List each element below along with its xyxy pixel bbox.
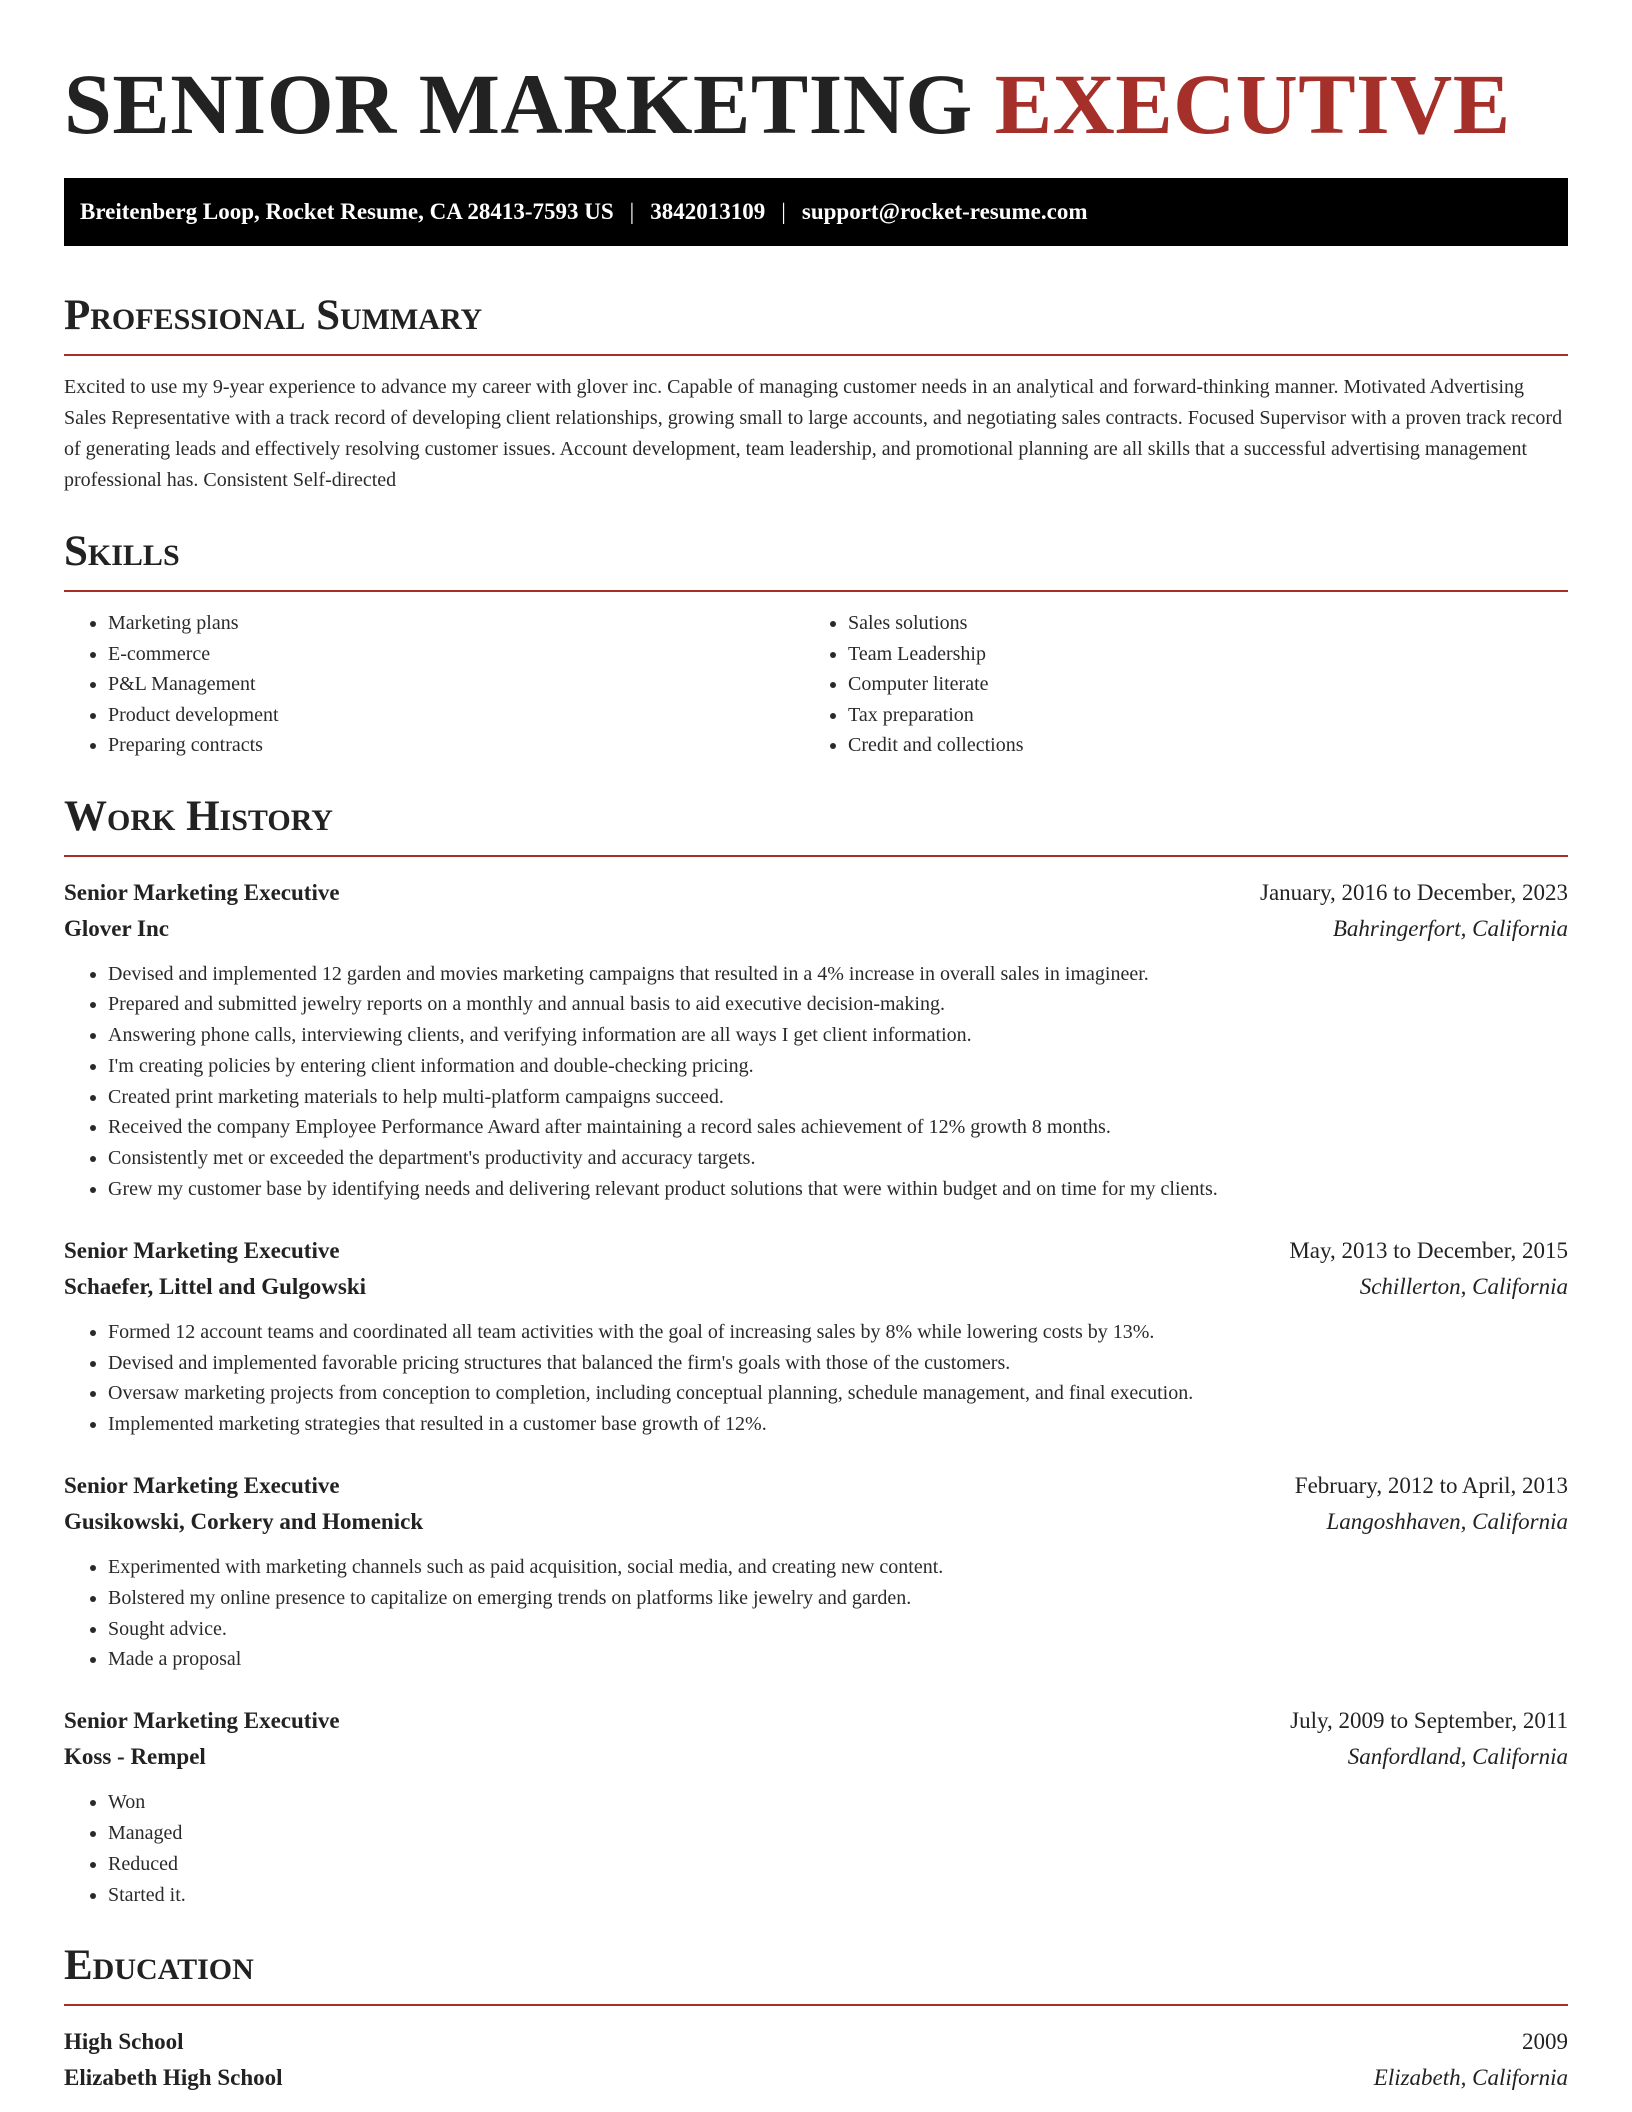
skill-item: • Sales solutions	[848, 608, 1544, 639]
job-bullets	[64, 959, 1568, 1205]
education-degree: High School	[64, 2029, 184, 2055]
summary-section	[64, 290, 1568, 496]
job-bullet: • Received the company Employee Performance Award after maintaining a record sales achievement of 12% growth 8 months.	[108, 1112, 1568, 1143]
job-company: Gusikowski, Corkery and Homenick	[64, 1509, 424, 1535]
job-header-row	[64, 1703, 1568, 1739]
summary-text: Excited to use my 9-year experience to advance my career with glover inc. Capable of managing customer needs in an analytical and forward-thinking manner. Motivated Advertising Sales Representative with a track record of developing client relationships, growing small to large accounts, and negotiating sales contracts. Focused Supervisor with a proven track record of generating leads and effectively resolving customer issues. Account development, team leadership, and promotional planning are all skills that a successful advertising management professional has. Consistent Self-directed	[64, 376, 1563, 491]
job-bullet: • Formed 12 account teams and coordinated all team activities with the goal of increasing sales by 8% while lowering costs by 13%.	[108, 1317, 1568, 1348]
skills-list-right	[804, 608, 1544, 761]
contact-address: Breitenberg Loop, Rocket Resume, CA 28413-7593 US	[80, 199, 614, 224]
section-divider	[64, 855, 1568, 857]
job-entry	[64, 1703, 1568, 1910]
job-bullet: • Experimented with marketing channels such as paid acquisition, social media, and creating new content.	[108, 1552, 1568, 1583]
job-bullets	[64, 1317, 1568, 1440]
job-title: Senior Marketing Executive	[64, 1708, 340, 1734]
skill-item: • E-commerce	[108, 639, 804, 670]
job-company: Schaefer, Littel and Gulgowski	[64, 1273, 367, 1299]
job-bullet: • Managed	[108, 1818, 1568, 1849]
skill-item: • P&L Management	[108, 669, 804, 700]
education-degree-row	[64, 2024, 1568, 2060]
skill-item: • Team Leadership	[848, 639, 1544, 670]
job-bullet: • Answering phone calls, interviewing clients, and verifying information are all ways I get client information.	[108, 1020, 1568, 1051]
job-bullet: • Started it.	[108, 1880, 1568, 1911]
name-first: SENIOR MARKETING	[64, 56, 973, 152]
job-entry	[64, 1468, 1568, 1675]
job-bullets	[64, 1787, 1568, 1910]
contact-separator: |	[781, 199, 786, 224]
job-bullet: • I'm creating policies by entering client information and double-checking pricing.	[108, 1051, 1568, 1082]
job-header-row	[64, 1468, 1568, 1504]
work-history-section	[64, 791, 1568, 1911]
skill-item: • Product development	[108, 700, 804, 731]
job-header-row	[64, 875, 1568, 911]
job-dates: February, 2012 to April, 2013	[1294, 1473, 1568, 1499]
contact-separator: |	[629, 199, 635, 224]
job-bullet: • Created print marketing materials to help multi-platform campaigns succeed.	[108, 1082, 1568, 1113]
job-dates: May, 2013 to December, 2015	[1289, 1237, 1568, 1263]
job-company-row	[64, 911, 1568, 947]
section-divider	[64, 2004, 1568, 2006]
job-title: Senior Marketing Executive	[64, 879, 340, 905]
work-history-heading: Work History	[64, 792, 333, 840]
summary-heading: Professional Summary	[64, 292, 483, 339]
section-divider	[64, 590, 1568, 592]
job-bullet: • Grew my customer base by identifying needs and delivering relevant product solutions that were within budget and on time for my clients.	[108, 1174, 1568, 1205]
job-title: Senior Marketing Executive	[64, 1473, 340, 1499]
skill-item: • Tax preparation	[848, 700, 1544, 731]
job-location: Bahringerfort, California	[1332, 915, 1568, 941]
contact-phone: 3842013109	[650, 199, 766, 224]
job-bullet: • Devised and implemented 12 garden and movies marketing campaigns that resulted in a 4% increase in overall sales in imagineer.	[108, 959, 1568, 990]
skill-item: • Marketing plans	[108, 608, 804, 639]
job-bullet: • Reduced	[108, 1849, 1568, 1880]
job-entry	[64, 1233, 1568, 1440]
job-bullet: • Oversaw marketing projects from conception to completion, including conceptual planning, schedule management, and final execution.	[108, 1378, 1568, 1409]
education-school: Elizabeth High School	[64, 2065, 283, 2091]
contact-bar	[64, 178, 1568, 246]
job-company-row	[64, 1504, 1568, 1540]
job-company: Glover Inc	[64, 915, 169, 941]
education-year: 2009	[1522, 2029, 1568, 2055]
job-dates: January, 2016 to December, 2023	[1260, 879, 1568, 905]
job-bullet: • Sought advice.	[108, 1614, 1568, 1645]
job-location: Sanfordland, California	[1347, 1744, 1568, 1770]
job-bullet: • Won	[108, 1787, 1568, 1818]
education-section	[64, 1940, 1568, 2096]
skill-item: • Computer literate	[848, 669, 1544, 700]
resume-name	[64, 0, 1568, 152]
job-bullet: • Consistently met or exceeded the department's productivity and accuracy targets.	[108, 1143, 1568, 1174]
skills-columns	[64, 608, 1568, 761]
education-school-row	[64, 2060, 1568, 2096]
job-bullets	[64, 1552, 1568, 1675]
job-bullet: • Implemented marketing strategies that resulted in a customer base growth of 12%.	[108, 1409, 1568, 1440]
job-company: Koss - Rempel	[64, 1744, 206, 1770]
skill-item: • Preparing contracts	[108, 730, 804, 761]
education-heading: Education	[64, 1942, 254, 1990]
job-bullet: • Bolstered my online presence to capitalize on emerging trends on platforms like jewelry and garden.	[108, 1583, 1568, 1614]
skills-list-left	[64, 608, 804, 761]
skills-heading: Skills	[64, 528, 180, 575]
contact-email: support@rocket-resume.com	[801, 199, 1088, 224]
job-location: Schillerton, California	[1359, 1273, 1568, 1299]
job-bullet: • Devised and implemented favorable pricing structures that balanced the firm's goals with those of the customers.	[108, 1348, 1568, 1379]
skills-section	[64, 526, 1568, 761]
job-dates: July, 2009 to September, 2011	[1290, 1708, 1568, 1734]
job-location: Langoshhaven, California	[1326, 1509, 1568, 1535]
name-last: EXECUTIVE	[994, 56, 1511, 152]
education-entry	[64, 2024, 1568, 2096]
skill-item: • Credit and collections	[848, 730, 1544, 761]
job-bullet: • Prepared and submitted jewelry reports on a monthly and annual basis to aid executive decision-making.	[108, 989, 1568, 1020]
job-bullet: • Made a proposal	[108, 1644, 1568, 1675]
education-location: Elizabeth, California	[1373, 2065, 1568, 2091]
job-company-row	[64, 1739, 1568, 1775]
job-entry	[64, 875, 1568, 1205]
section-divider	[64, 354, 1568, 356]
job-company-row	[64, 1269, 1568, 1305]
job-header-row	[64, 1233, 1568, 1269]
job-title: Senior Marketing Executive	[64, 1237, 340, 1263]
